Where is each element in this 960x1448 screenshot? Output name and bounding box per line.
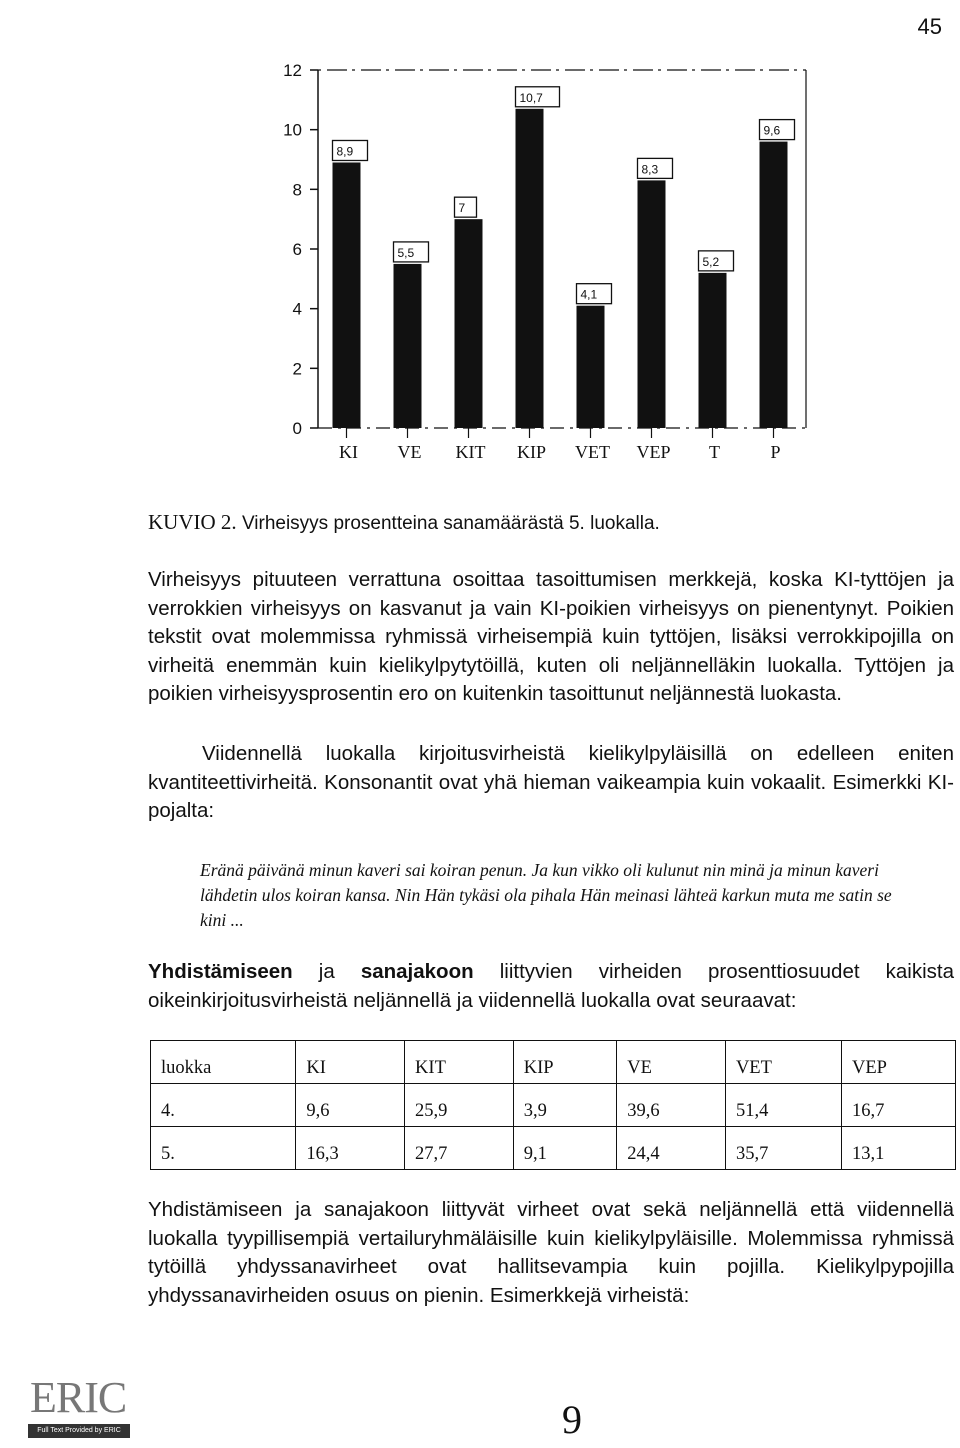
y-tick-label: 12 bbox=[283, 61, 302, 80]
value-label: 9,6 bbox=[763, 123, 781, 138]
error-percentage-table bbox=[150, 1040, 956, 1170]
paragraph-3-rest: liittyvien virheiden prosenttiosuudet kaikista oikeinkirjoitusvirheistä neljännellä ja viidennellä luokalla ovat seuraavat: bbox=[148, 960, 954, 1012]
table-cell: 3,9 bbox=[513, 1084, 616, 1127]
table-header-cell: VET bbox=[725, 1041, 841, 1084]
paragraph-4: Yhdistämiseen ja sanajakoon liittyvät virheet ovat sekä neljännellä että viidennellä luokalla tyypillisempiä vertailuryhmäläisille kuin kielikylpyläisille. Molemmissa ryhmissä tytöillä yhdyssanavirheet ovat hallitsevampia kuin pojilla. Kielikylpypojilla yhdyssanavirheiden osuus on pienin. Esimerkkejä virheistä: bbox=[148, 1198, 954, 1307]
paragraph-2 bbox=[148, 740, 954, 826]
bar bbox=[638, 180, 666, 428]
table-cell: 13,1 bbox=[841, 1127, 955, 1170]
category-label: KIT bbox=[455, 442, 486, 462]
bar bbox=[699, 273, 727, 428]
table-header-cell: luokka bbox=[151, 1041, 296, 1084]
bar-chart bbox=[260, 50, 820, 470]
bar bbox=[455, 219, 483, 428]
table-row bbox=[151, 1127, 956, 1170]
table-header-cell: KI bbox=[296, 1041, 405, 1084]
table-cell: 51,4 bbox=[725, 1084, 841, 1127]
table-cell: 5. bbox=[151, 1127, 296, 1170]
value-label: 5,2 bbox=[702, 254, 720, 269]
table-cell: 9,6 bbox=[296, 1084, 405, 1127]
table-cell: 16,7 bbox=[841, 1084, 955, 1127]
category-label: KIP bbox=[516, 442, 547, 462]
table-row bbox=[151, 1084, 956, 1127]
bold-term-2: sanajakoon bbox=[360, 960, 474, 983]
example-quote: Eränä päivänä minun kaveri sai koiran penun. Ja kun vikko oli kulunut nin minä ja minun kaveri lähdetin ulos koiran kansa. Nin Hän tykäsi ola pihala Hän meinasi lähteä karkun muta me satin se kini ... bbox=[200, 860, 892, 930]
bar bbox=[577, 306, 605, 428]
bold-term-1: Yhdistämiseen bbox=[148, 960, 293, 983]
table-cell: 25,9 bbox=[405, 1084, 514, 1127]
table-cell: 9,1 bbox=[513, 1127, 616, 1170]
table-cell: 24,4 bbox=[617, 1127, 726, 1170]
page-number: 45 bbox=[917, 14, 942, 39]
eric-logo bbox=[26, 1366, 132, 1442]
value-label: 4,1 bbox=[580, 287, 598, 302]
category-label: VEP bbox=[636, 442, 671, 462]
bottom-page-number: 9 bbox=[562, 1397, 582, 1442]
value-label: 8,3 bbox=[641, 162, 659, 177]
value-label: 10,7 bbox=[519, 90, 543, 105]
y-tick-label: 8 bbox=[292, 180, 302, 200]
category-label: VET bbox=[575, 442, 610, 462]
table-header-row bbox=[151, 1041, 956, 1084]
category-label: KI bbox=[339, 442, 358, 462]
value-label: 7 bbox=[458, 201, 466, 216]
paragraph-1: Virheisyys pituuteen verrattuna osoittaa tasoittumisen merkkejä, koska KI-tyttöjen ja verrokkien virheisyys on kasvanut ja vain KI-poikien virheisyys on pienentynyt. Poikien tekstit ovat molemmissa ryhmissä virheisempiä kuin tyttöjen, lisäksi verrokkipojilla on virheitä enemmän kuin kielikylpytytöillä, kuten oli neljännelläkin luokalla. Tyttöjen ja poikien virheisyysprosentin ero on kuitenkin tasoittunut neljännestä luokasta. bbox=[148, 568, 954, 705]
paragraph-3 bbox=[148, 958, 954, 1015]
category-label: T bbox=[709, 442, 720, 462]
value-label: 5,5 bbox=[397, 245, 415, 260]
y-tick-label: 2 bbox=[292, 359, 302, 379]
table-header-cell: VEP bbox=[841, 1041, 955, 1084]
table-cell: 35,7 bbox=[725, 1127, 841, 1170]
y-tick-label: 0 bbox=[292, 419, 302, 438]
table-header-cell: KIP bbox=[513, 1041, 616, 1084]
table-cell: 27,7 bbox=[405, 1127, 514, 1170]
eric-logo-word: ERIC bbox=[30, 1373, 127, 1422]
y-tick-label: 10 bbox=[283, 120, 302, 140]
category-label: VE bbox=[397, 442, 422, 462]
bar bbox=[394, 264, 422, 428]
figure-caption bbox=[148, 510, 660, 535]
table-cell: 16,3 bbox=[296, 1127, 405, 1170]
y-tick-label: 6 bbox=[292, 240, 302, 259]
table-cell: 4. bbox=[151, 1084, 296, 1127]
table-header-cell: VE bbox=[617, 1041, 726, 1084]
caption-text: Virheisyys prosentteina sanamäärästä 5. luokalla. bbox=[241, 513, 660, 534]
y-tick-label: 4 bbox=[292, 299, 302, 319]
paragraph-2-text: Viidennellä luokalla kirjoitusvirheistä kielikylpyläisillä on edelleen eniten kvantiteettivirheitä. Konsonantit ovat yhä hieman vaikeampia kuin vokaalit. Esimerkki KI-pojalta: bbox=[148, 742, 954, 822]
eric-logo-tagline: Full Text Provided by ERIC bbox=[28, 1424, 130, 1438]
bar bbox=[333, 162, 361, 428]
table-header-cell: KIT bbox=[405, 1041, 514, 1084]
category-label: P bbox=[770, 442, 781, 462]
table-cell: 39,6 bbox=[617, 1084, 726, 1127]
paragraph-3-mid: ja bbox=[292, 960, 361, 983]
caption-lead: KUVIO 2. bbox=[148, 510, 237, 534]
bar bbox=[760, 142, 788, 428]
bar bbox=[516, 109, 544, 428]
value-label: 8,9 bbox=[336, 144, 354, 159]
